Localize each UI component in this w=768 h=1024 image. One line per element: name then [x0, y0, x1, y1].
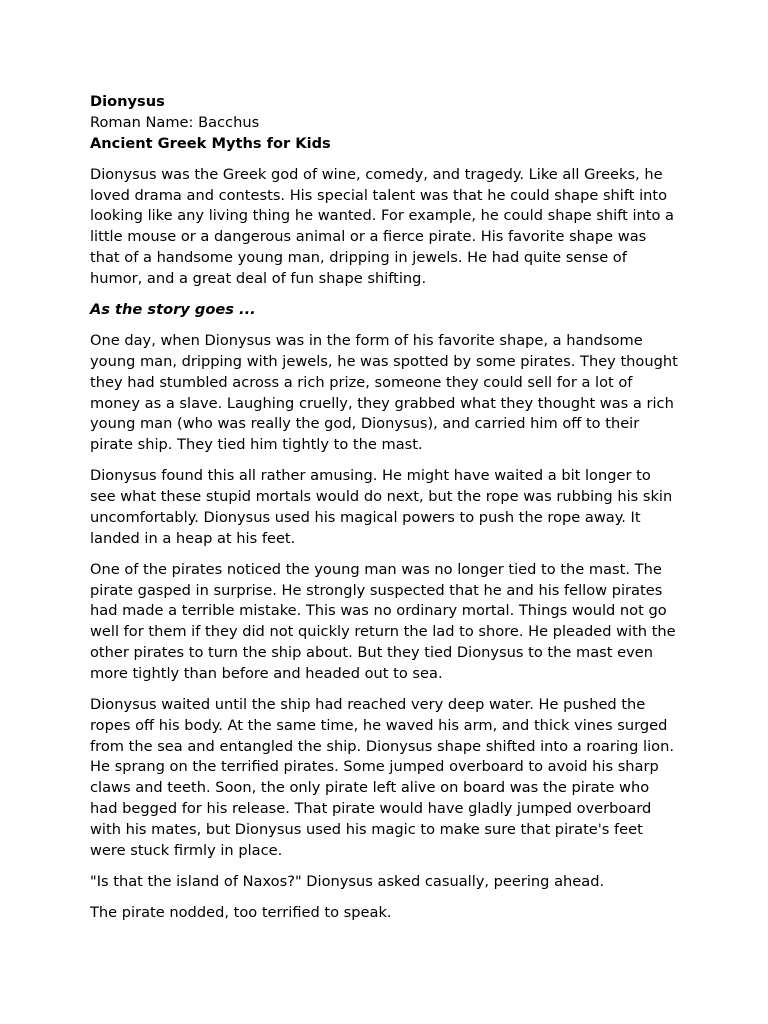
- document-title: Dionysus: [90, 93, 165, 110]
- document-heading: [90, 92, 680, 154]
- story-paragraph: Dionysus found this all rather amusing. He might have waited a bit longer to see what these stupid mortals would do next, but the rope was rubbing his skin uncomfortably. Dionysus used his magical powers to push the rope away. It landed in a heap at his feet.: [90, 467, 673, 547]
- story-paragraph: One day, when Dionysus was in the form of his favorite shape, a handsome young man, dripping with jewels, he was spotted by some pirates. They thought they had stumbled across a rich prize, someone they could sell for a lot of money as a slave. Laughing cruelly, they grabbed what they thought was a rich young man (who was really the god, Dionysus), and carried him off to their pirate ship. They tied him tightly to the mast.: [90, 332, 678, 454]
- story-paragraph: "Is that the island of Naxos?" Dionysus asked casually, peering ahead.: [90, 872, 605, 890]
- roman-name: Roman Name: Bacchus: [90, 113, 260, 131]
- document-page: [90, 92, 680, 934]
- section-heading: As the story goes ...: [90, 300, 256, 318]
- story-body: [90, 165, 680, 924]
- story-paragraph: Dionysus waited until the ship had reached very deep water. He pushed the ropes off his body. At the same time, he waved his arm, and thick vines surged from the sea and entangled the ship. Dionysus shape shifted into a roaring lion. He sprang on the terrified pirates. Some jumped overboard to avoid his sharp claws and teeth. Soon, the only pirate left alive on board was the pirate who had begged for his release. That pirate would have gladly jumped overboard with his mates, but Dionysus used his magic to make sure that pirate's feet were stuck firmly in place.: [90, 696, 674, 859]
- story-paragraph: One of the pirates noticed the young man was no longer tied to the mast. The pirate gasped in surprise. He strongly suspected that he and his fellow pirates had made a terrible mistake. This was no ordinary mortal. Things would not go well for them if they did not quickly return the lad to shore. He pleaded with the other pirates to turn the ship about. But they tied Dionysus to the mast even more tightly than before and headed out to sea.: [90, 560, 676, 682]
- story-paragraph: The pirate nodded, too terrified to speak.: [90, 904, 392, 922]
- series-title: Ancient Greek Myths for Kids: [90, 134, 331, 152]
- intro-paragraph: Dionysus was the Greek god of wine, comedy, and tragedy. Like all Greeks, he loved drama and contests. His special talent was that he could shape shift into looking like any living thing he wanted. For example, he could shape shift into a little mouse or a dangerous animal or a fierce pirate. His favorite shape was that of a handsome young man, dripping in jewels. He had quite sense of humor, and a great deal of fun shape shifting.: [90, 165, 674, 287]
